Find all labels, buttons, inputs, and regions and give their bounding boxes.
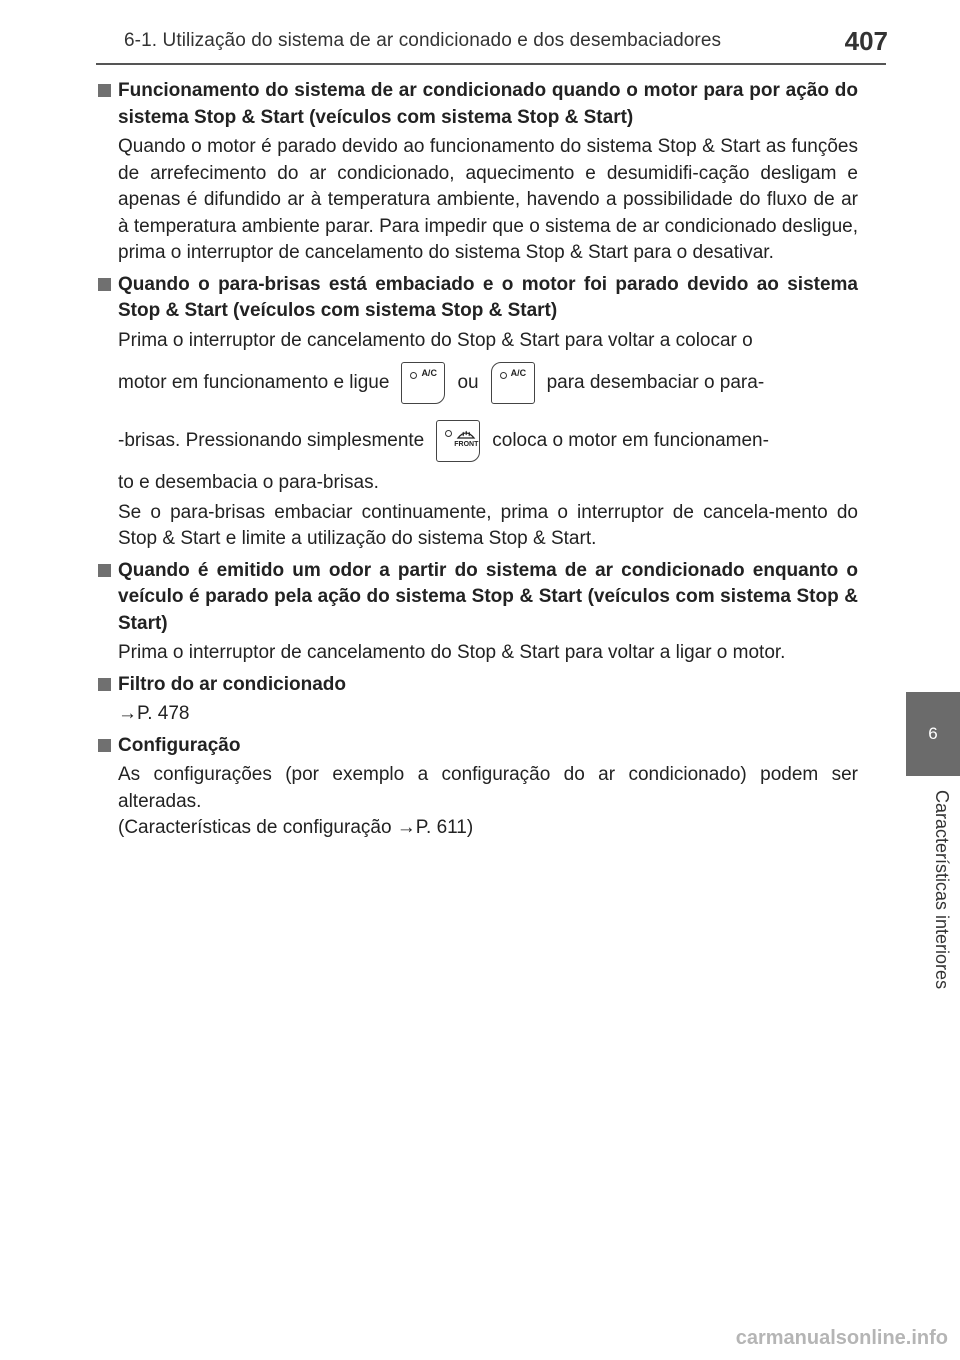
bullet-square-icon xyxy=(98,739,111,752)
main-content xyxy=(98,78,858,847)
body-text: motor em funcionamento e ligue xyxy=(118,371,390,393)
page-reference-link: (Características de configuração →P. 611) xyxy=(118,817,474,838)
section-body: As configurações (por exemplo a configuração do ar condicionado) podem ser alteradas. xyxy=(118,764,858,812)
section-heading: Quando o para-brisas está embaciado e o motor foi parado devido ao sistema Stop & Start (veículos com sistema Stop & Start) xyxy=(98,272,858,325)
chapter-label: Características interiores xyxy=(932,790,952,990)
section-fogged-windshield xyxy=(98,272,858,553)
section-configuration xyxy=(98,733,858,842)
inline-button-row xyxy=(118,412,858,470)
bullet-square-icon xyxy=(98,678,111,691)
page-reference-link: →P. 478 xyxy=(118,703,190,724)
bullet-square-icon xyxy=(98,278,111,291)
section-heading: Filtro do ar condicionado xyxy=(98,672,858,699)
section-body: Prima o interruptor de cancelamento do Stop & Start para voltar a ligar o motor. xyxy=(118,642,786,663)
section-heading: Funcionamento do sistema de ar condicionado quando o motor para por ação do sistema Stop & Start (veículos com sistema Stop & Start) xyxy=(98,78,858,131)
page-header-title: 6-1. Utilização do sistema de ar condicionado e dos desembaciadores xyxy=(124,30,722,51)
chapter-tab xyxy=(906,692,960,776)
body-text: -brisas. Pressionando simplesmente xyxy=(118,429,425,451)
body-text: to e desembacia o para-brisas. xyxy=(118,472,379,493)
watermark: carmanualsonline.info xyxy=(735,1327,948,1349)
section-body: Quando o motor é parado devido ao funcionamento do sistema Stop & Start as funções de arrefecimento do ar condicionado, aquecimento e desumidifi-cação desligam e apenas é difundido ar à temperatura ambiente, havendo a possibilidade do fluxo de ar à temperatura ambiente parar. Para impedir que o sistema de ar condicionado desligue, prima o interruptor de cancelamento do sistema Stop & Start para o desativar. xyxy=(118,136,858,263)
body-text: coloca o motor em funcionamen- xyxy=(492,429,769,451)
section-odor xyxy=(98,558,858,667)
body-text: para desembaciar o para- xyxy=(546,371,765,393)
bullet-square-icon xyxy=(98,564,111,577)
ac-button-alt-icon: A/C xyxy=(491,362,535,404)
section-body: Prima o interruptor de cancelamento do Stop & Start para voltar a colocar o xyxy=(118,329,753,351)
section-ac-filter xyxy=(98,672,858,728)
page-number: 407 xyxy=(844,26,888,56)
section-heading: Quando é emitido um odor a partir do sistema de ar condicionado enquanto o veículo é parado pela ação do sistema Stop & Start (veículos com sistema Stop & Start) xyxy=(98,558,858,638)
body-text: ou xyxy=(457,371,479,393)
bullet-square-icon xyxy=(98,84,111,97)
section-body: Se o para-brisas embaciar continuamente, prima o interruptor de cancela-mento do Stop & Start e limite a utilização do sistema Stop & Start. xyxy=(118,501,858,549)
chapter-number: 6 xyxy=(928,724,938,743)
defroster-icon xyxy=(456,425,476,441)
section-stop-start-ac xyxy=(98,78,858,267)
section-heading: Configuração xyxy=(98,733,858,760)
header-divider xyxy=(96,63,886,65)
ac-button-icon: A/C xyxy=(401,362,445,404)
front-defroster-button-icon: FRONT xyxy=(436,420,480,462)
inline-button-row xyxy=(118,354,858,412)
